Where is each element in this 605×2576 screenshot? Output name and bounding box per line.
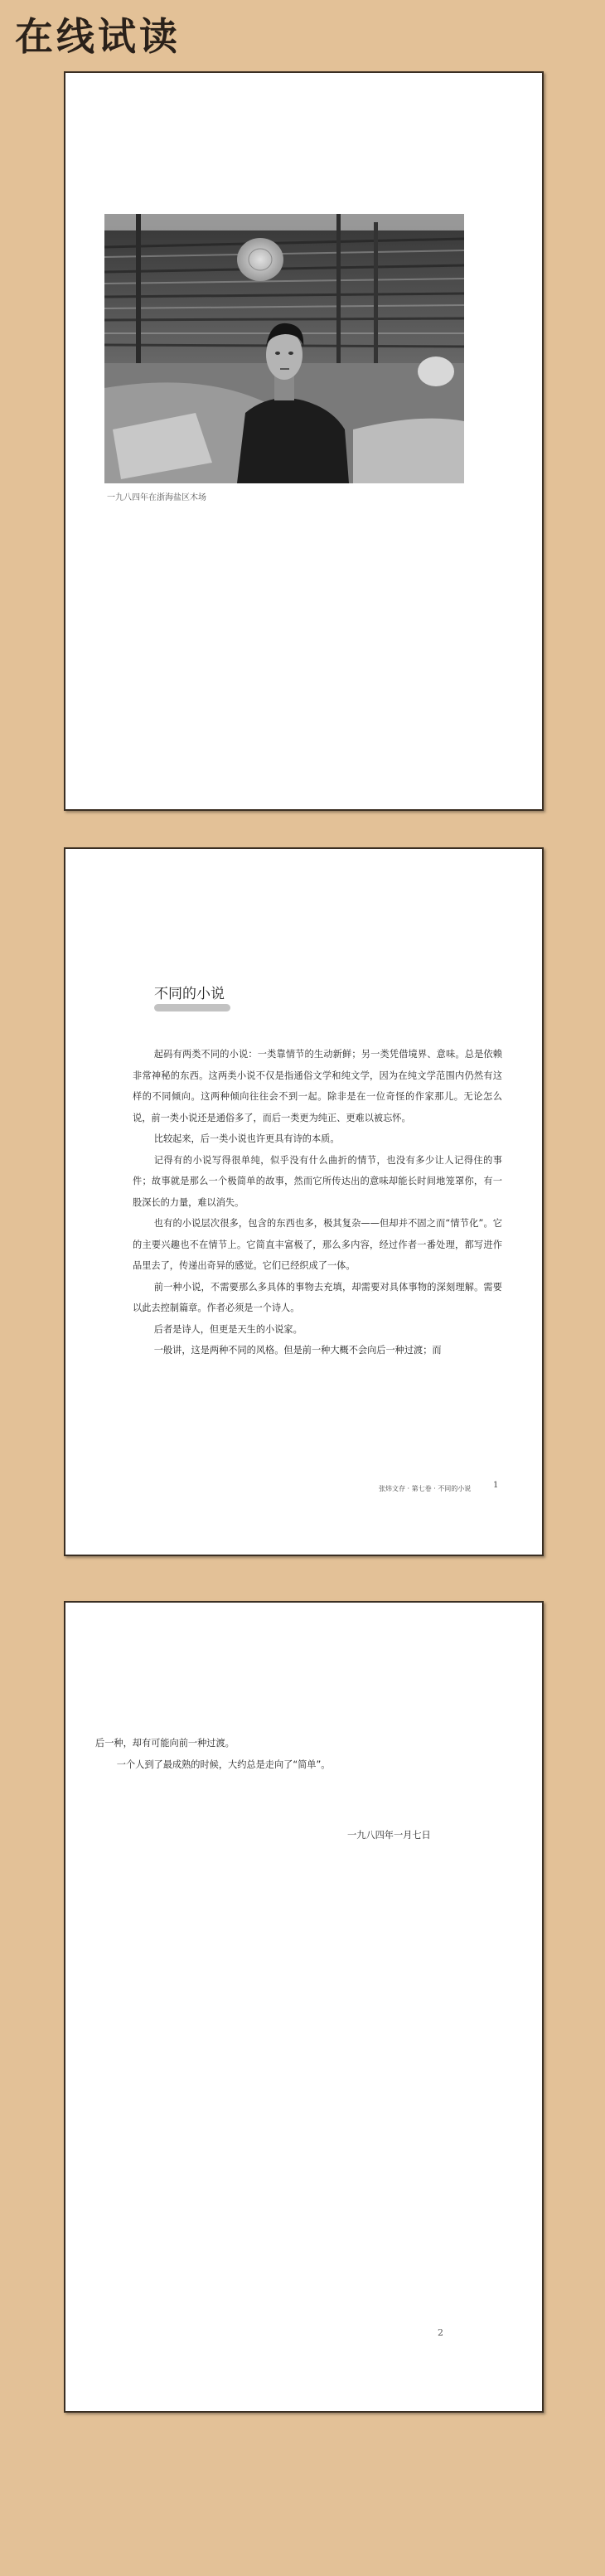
book-page-1 [64, 71, 544, 811]
paragraph: 一个人到了最成熟的时候，大约总是走向了“简单”。 [116, 1759, 331, 1770]
paragraph: 后一种，却有可能向前一种过渡。 [95, 1738, 235, 1749]
date-line: 一九八四年一月七日 [347, 1830, 431, 1841]
paragraph: 比较起来，后一类小说也许更具有诗的本质。 [153, 1133, 340, 1144]
chapter-body-continued [95, 1733, 493, 1776]
title-underline [154, 1004, 230, 1011]
paragraph: 起码有两类不同的小说：一类靠情节的生动新鲜；另一类凭借境界、意味。总是依赖非常神秘的东西。这两类小说不仅是指通俗文学和纯文学，因为在纯文学范围内仍然有这样的不同倾向。这两种倾向往往会不到一起。除非是在一位奇怪的作家那儿。无论怎么说，前一类小说还是通俗多了，而后一类更为纯正、更难以被忘怀。 [133, 1049, 502, 1123]
paragraph: 记得有的小说写得很单纯，似乎没有什么曲折的情节，也没有多少让人记得住的事件；故事就是那么一个极简单的故事，然而它所传达出的意味却能长时间地笼罩你，有一股深长的力量，难以消失。 [133, 1154, 502, 1208]
paragraph: 前一种小说，不需要那么多具体的事物去充填，却需要对具体事物的深刻理解。需要以此去控制篇章。作者必须是一个诗人。 [133, 1281, 502, 1313]
paragraph: 后者是诗人，但更是天生的小说家。 [153, 1323, 302, 1335]
photo-caption: 一九八四年在浙海盐区木场 [107, 493, 206, 502]
page-number: 2 [438, 2327, 443, 2338]
book-page-3 [64, 1601, 544, 2413]
book-page-2 [64, 847, 544, 1556]
chapter-body [133, 1044, 502, 1361]
author-photo [104, 214, 464, 483]
running-footer: 张炜文存 · 第七卷 · 不同的小说 [379, 1485, 472, 1492]
paragraph: 也有的小说层次很多，包含的东西也多，极其复杂——但却并不固之而“情节化”。它的主要兴趣也不在情节上。它简直丰富极了，那么多内容，经过作者一番处理，都写进作品里去了，传递出奇异的感觉。它们已经织成了一体。 [133, 1218, 502, 1271]
page-number: 1 [493, 1481, 499, 1490]
paragraph: 一般讲，这是两种不同的风格。但是前一种大概不会向后一种过渡；而 [153, 1345, 442, 1356]
page-header-title: 在线试读 [15, 14, 181, 59]
chapter-title: 不同的小说 [154, 986, 225, 1002]
